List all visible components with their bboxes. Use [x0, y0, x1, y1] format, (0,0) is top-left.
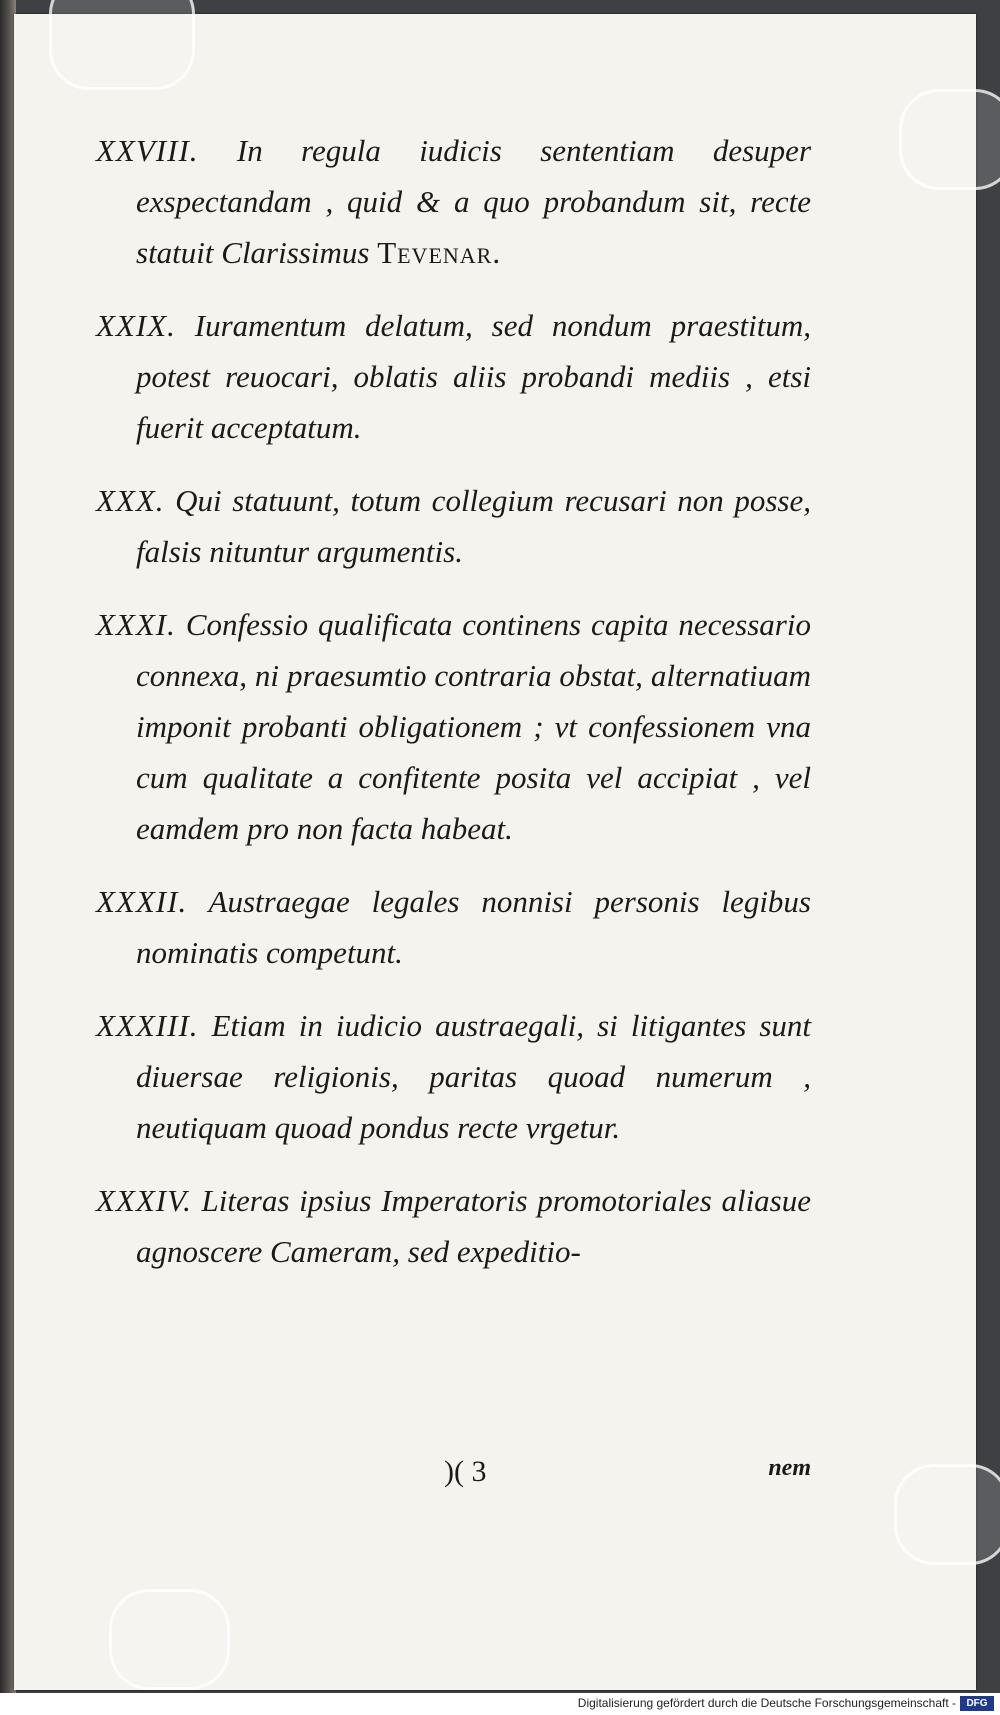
thesis-item [96, 1175, 811, 1277]
thesis-text: Qui statuunt, totum collegium recusari non posse, falsis nituntur argumentis. [136, 483, 811, 569]
page-tab-top-left [49, 0, 195, 90]
dfg-logo: DFG [960, 1696, 994, 1711]
thesis-number: XXXIV. [96, 1183, 192, 1218]
thesis-item [96, 125, 811, 278]
thesis-text: Literas ipsius Imperatoris promotoriales aliasue agnoscere Cameram, sed expeditio- [136, 1183, 812, 1269]
thesis-text: Etiam in iudicio austraegali, si litigantes sunt diuersae religionis, paritas quoad numerum , neutiquam quoad pondus recte vrgetur. [136, 1008, 812, 1145]
page-tab-bottom-right [894, 1464, 1000, 1565]
page-tab-bottom-left [109, 1589, 230, 1690]
thesis-number: XXXI. [96, 607, 176, 642]
thesis-item [96, 1000, 811, 1153]
thesis-text: Iuramentum delatum, sed nondum praestitum, potest reuocari, oblatis aliis probandi mediis , etsi fuerit acceptatum. [136, 308, 811, 445]
thesis-author: Tevenar. [377, 235, 502, 270]
thesis-item [96, 876, 811, 978]
thesis-text: In regula iudicis sententiam desuper exspectandam , quid & a quo probandum sit, recte statuit Clarissimus [136, 133, 812, 270]
thesis-number: XXVIII. [96, 133, 199, 168]
thesis-text: Confessio qualificata continens capita necessario connexa, ni praesumtio contraria obstat, alternatiuam imponit probanti obligationem ; vt confessionem vna cum qualitate a confitente posita vel accipiat , vel eamdem pro non facta habeat. [136, 607, 811, 846]
thesis-text: Austraegae legales nonnisi personis legibus nominatis competunt. [136, 884, 811, 970]
page-footer [96, 1455, 811, 1495]
theses-list [96, 125, 811, 1299]
thesis-item [96, 599, 811, 854]
signature-mark: )( 3 [444, 1455, 487, 1488]
thesis-number: XXIX. [96, 308, 176, 343]
thesis-number: XXXII. [96, 884, 188, 919]
page-tab-top-right [899, 89, 1000, 190]
catchword: nem [768, 1455, 811, 1481]
thesis-number: XXX. [96, 483, 165, 518]
credit-text: Digitalisierung gefördert durch die Deutsche Forschungsgemeinschaft - [577, 1696, 956, 1710]
thesis-item [96, 300, 811, 453]
thesis-number: XXXIII. [96, 1008, 199, 1043]
thesis-item [96, 475, 811, 577]
credit-bar [0, 1693, 1000, 1715]
